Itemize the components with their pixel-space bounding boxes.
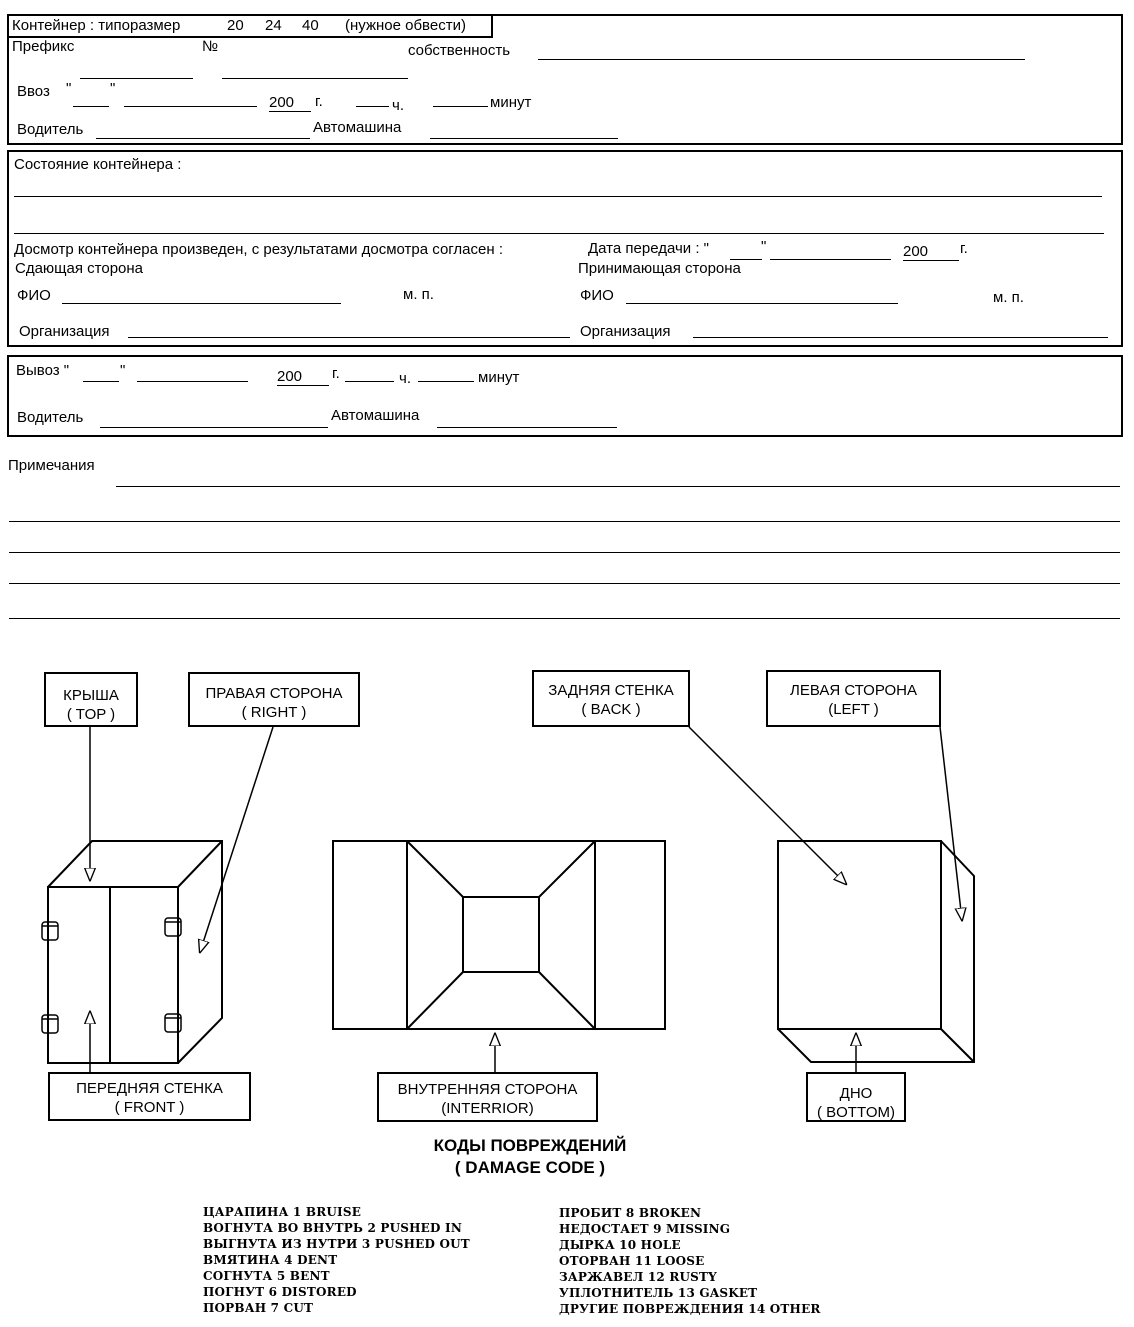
callout-left-ru: ЛЕВАЯ СТОРОНА <box>789 682 918 699</box>
damage-code-item: ПОГНУТ 6 DISTORED <box>203 1285 357 1299</box>
damage-code-item: ПОРВАН 7 CUT <box>203 1301 314 1315</box>
receiving-stamp-label: м. п. <box>993 289 1024 306</box>
callout-left-en: (LEFT ) <box>828 701 879 718</box>
entry-quote-open: " <box>66 80 72 97</box>
entry-quote-close: " <box>110 80 116 97</box>
exit-driver-label: Водитель <box>17 409 84 426</box>
damage-code-item: ВЫГНУТА ИЗ НУТРИ 3 PUSHED OUT <box>203 1237 470 1251</box>
callout-right[interactable] <box>188 672 360 727</box>
damage-code-title-ru: КОДЫ ПОВРЕЖДЕНИЙ <box>433 1136 627 1155</box>
callout-bottom[interactable] <box>806 1072 906 1122</box>
driver-label: Водитель <box>17 121 84 138</box>
receiving-fio-label: ФИО <box>580 287 614 304</box>
owner-label: собственность <box>408 42 511 59</box>
transfer-year-field[interactable]: 200 <box>903 243 959 261</box>
entry-hour-suffix: ч. <box>392 97 404 114</box>
front-container-drawing <box>48 841 222 1063</box>
callout-top-ru: КРЫША <box>63 687 119 704</box>
handing-party-label: Сдающая сторона <box>15 260 144 277</box>
callout-bottom-ru: ДНО <box>839 1085 873 1102</box>
handing-fio-label: ФИО <box>17 287 51 304</box>
exit-vehicle-label: Автомашина <box>331 407 420 424</box>
handing-org-label: Организация <box>19 323 110 340</box>
damage-code-item: ВМЯТИНА 4 DENT <box>203 1253 338 1267</box>
damage-code-item: ВОГНУТА ВО ВНУТРЬ 2 PUSHED IN <box>203 1221 462 1235</box>
callout-back-ru: ЗАДНЯЯ СТЕНКА <box>548 682 674 699</box>
exit-year-field[interactable]: 200 <box>277 368 329 386</box>
back-container-drawing <box>778 841 974 1062</box>
size-option-24[interactable]: 24 <box>265 17 282 34</box>
receiving-org-label: Организация <box>580 323 671 340</box>
exit-quote-close: " <box>120 362 126 379</box>
callout-top-en: ( TOP ) <box>66 706 116 723</box>
damage-code-item: ЦАРАПИНА 1 BRUISE <box>203 1205 362 1219</box>
callout-front[interactable] <box>48 1072 251 1121</box>
callout-top[interactable] <box>44 672 138 727</box>
circle-note: (нужное обвести) <box>345 17 466 34</box>
exit-minute-suffix: минут <box>478 369 520 386</box>
callout-right-ru: ПРАВАЯ СТОРОНА <box>205 685 343 702</box>
callout-back-en: ( BACK ) <box>581 701 641 718</box>
container-size-label: Контейнер : типоразмер <box>12 17 181 34</box>
size-option-20[interactable]: 20 <box>227 17 244 34</box>
damage-code-item: ПРОБИТ 8 BROKEN <box>559 1206 702 1220</box>
interior-container-drawing <box>333 841 665 1029</box>
callout-interior-ru: ВНУТРЕННЯЯ СТОРОНА <box>397 1081 578 1098</box>
exit-hour-suffix: ч. <box>399 370 411 387</box>
exit-label: Вывоз " <box>16 362 70 379</box>
callout-left[interactable] <box>766 670 941 727</box>
damage-code-item: ЗАРЖАВЕЛ 12 RUSTY <box>559 1270 717 1284</box>
handing-stamp-label: м. п. <box>403 286 434 303</box>
vehicle-label: Автомашина <box>313 119 402 136</box>
callout-bottom-en: ( BOTTOM) <box>816 1104 896 1121</box>
receiving-party-label: Принимающая сторона <box>578 260 741 277</box>
exit-year-suffix: г. <box>332 365 340 382</box>
entry-year-suffix: г. <box>315 93 323 110</box>
damage-code-title-en: ( DAMAGE CODE ) <box>454 1158 606 1177</box>
callout-interior-en: (INTERRIOR) <box>441 1100 534 1117</box>
entry-minute-suffix: минут <box>490 94 532 111</box>
damage-code-item: УПЛОТНИТЕЛЬ 13 GASKET <box>559 1286 758 1300</box>
inspection-text: Досмотр контейнера произведен, с результатами досмотра согласен : <box>14 241 503 258</box>
number-label: № <box>202 38 219 55</box>
damage-code-item: НЕДОСТАЕТ 9 MISSING <box>559 1222 731 1236</box>
entry-year-field[interactable]: 200 <box>269 94 311 112</box>
damage-code-item: ДРУГИЕ ПОВРЕЖДЕНИЯ 14 OTHER <box>559 1302 821 1316</box>
damage-code-item: ОТОРВАН 11 LOOSE <box>559 1254 705 1268</box>
callout-front-ru: ПЕРЕДНЯЯ СТЕНКА <box>76 1080 223 1097</box>
transfer-quote-close: " <box>761 238 767 255</box>
transfer-year-suffix: г. <box>960 240 968 257</box>
damage-code-item: СОГНУТА 5 BENT <box>203 1269 330 1283</box>
damage-codes-left <box>203 1204 470 1316</box>
entry-label: Ввоз <box>17 83 50 100</box>
callout-back[interactable] <box>532 670 690 727</box>
condition-title: Состояние контейнера : <box>14 156 182 173</box>
size-option-40[interactable]: 40 <box>302 17 319 34</box>
callout-interior[interactable] <box>377 1072 598 1122</box>
damage-code-item: ДЫРКА 10 HOLE <box>559 1238 681 1252</box>
damage-codes-right <box>559 1205 821 1317</box>
callout-right-en: ( RIGHT ) <box>241 704 307 721</box>
transfer-date-label: Дата передачи : " <box>588 240 709 257</box>
callout-front-en: ( FRONT ) <box>114 1099 185 1116</box>
notes-label: Примечания <box>8 457 95 474</box>
prefix-label: Префикс <box>12 38 75 55</box>
